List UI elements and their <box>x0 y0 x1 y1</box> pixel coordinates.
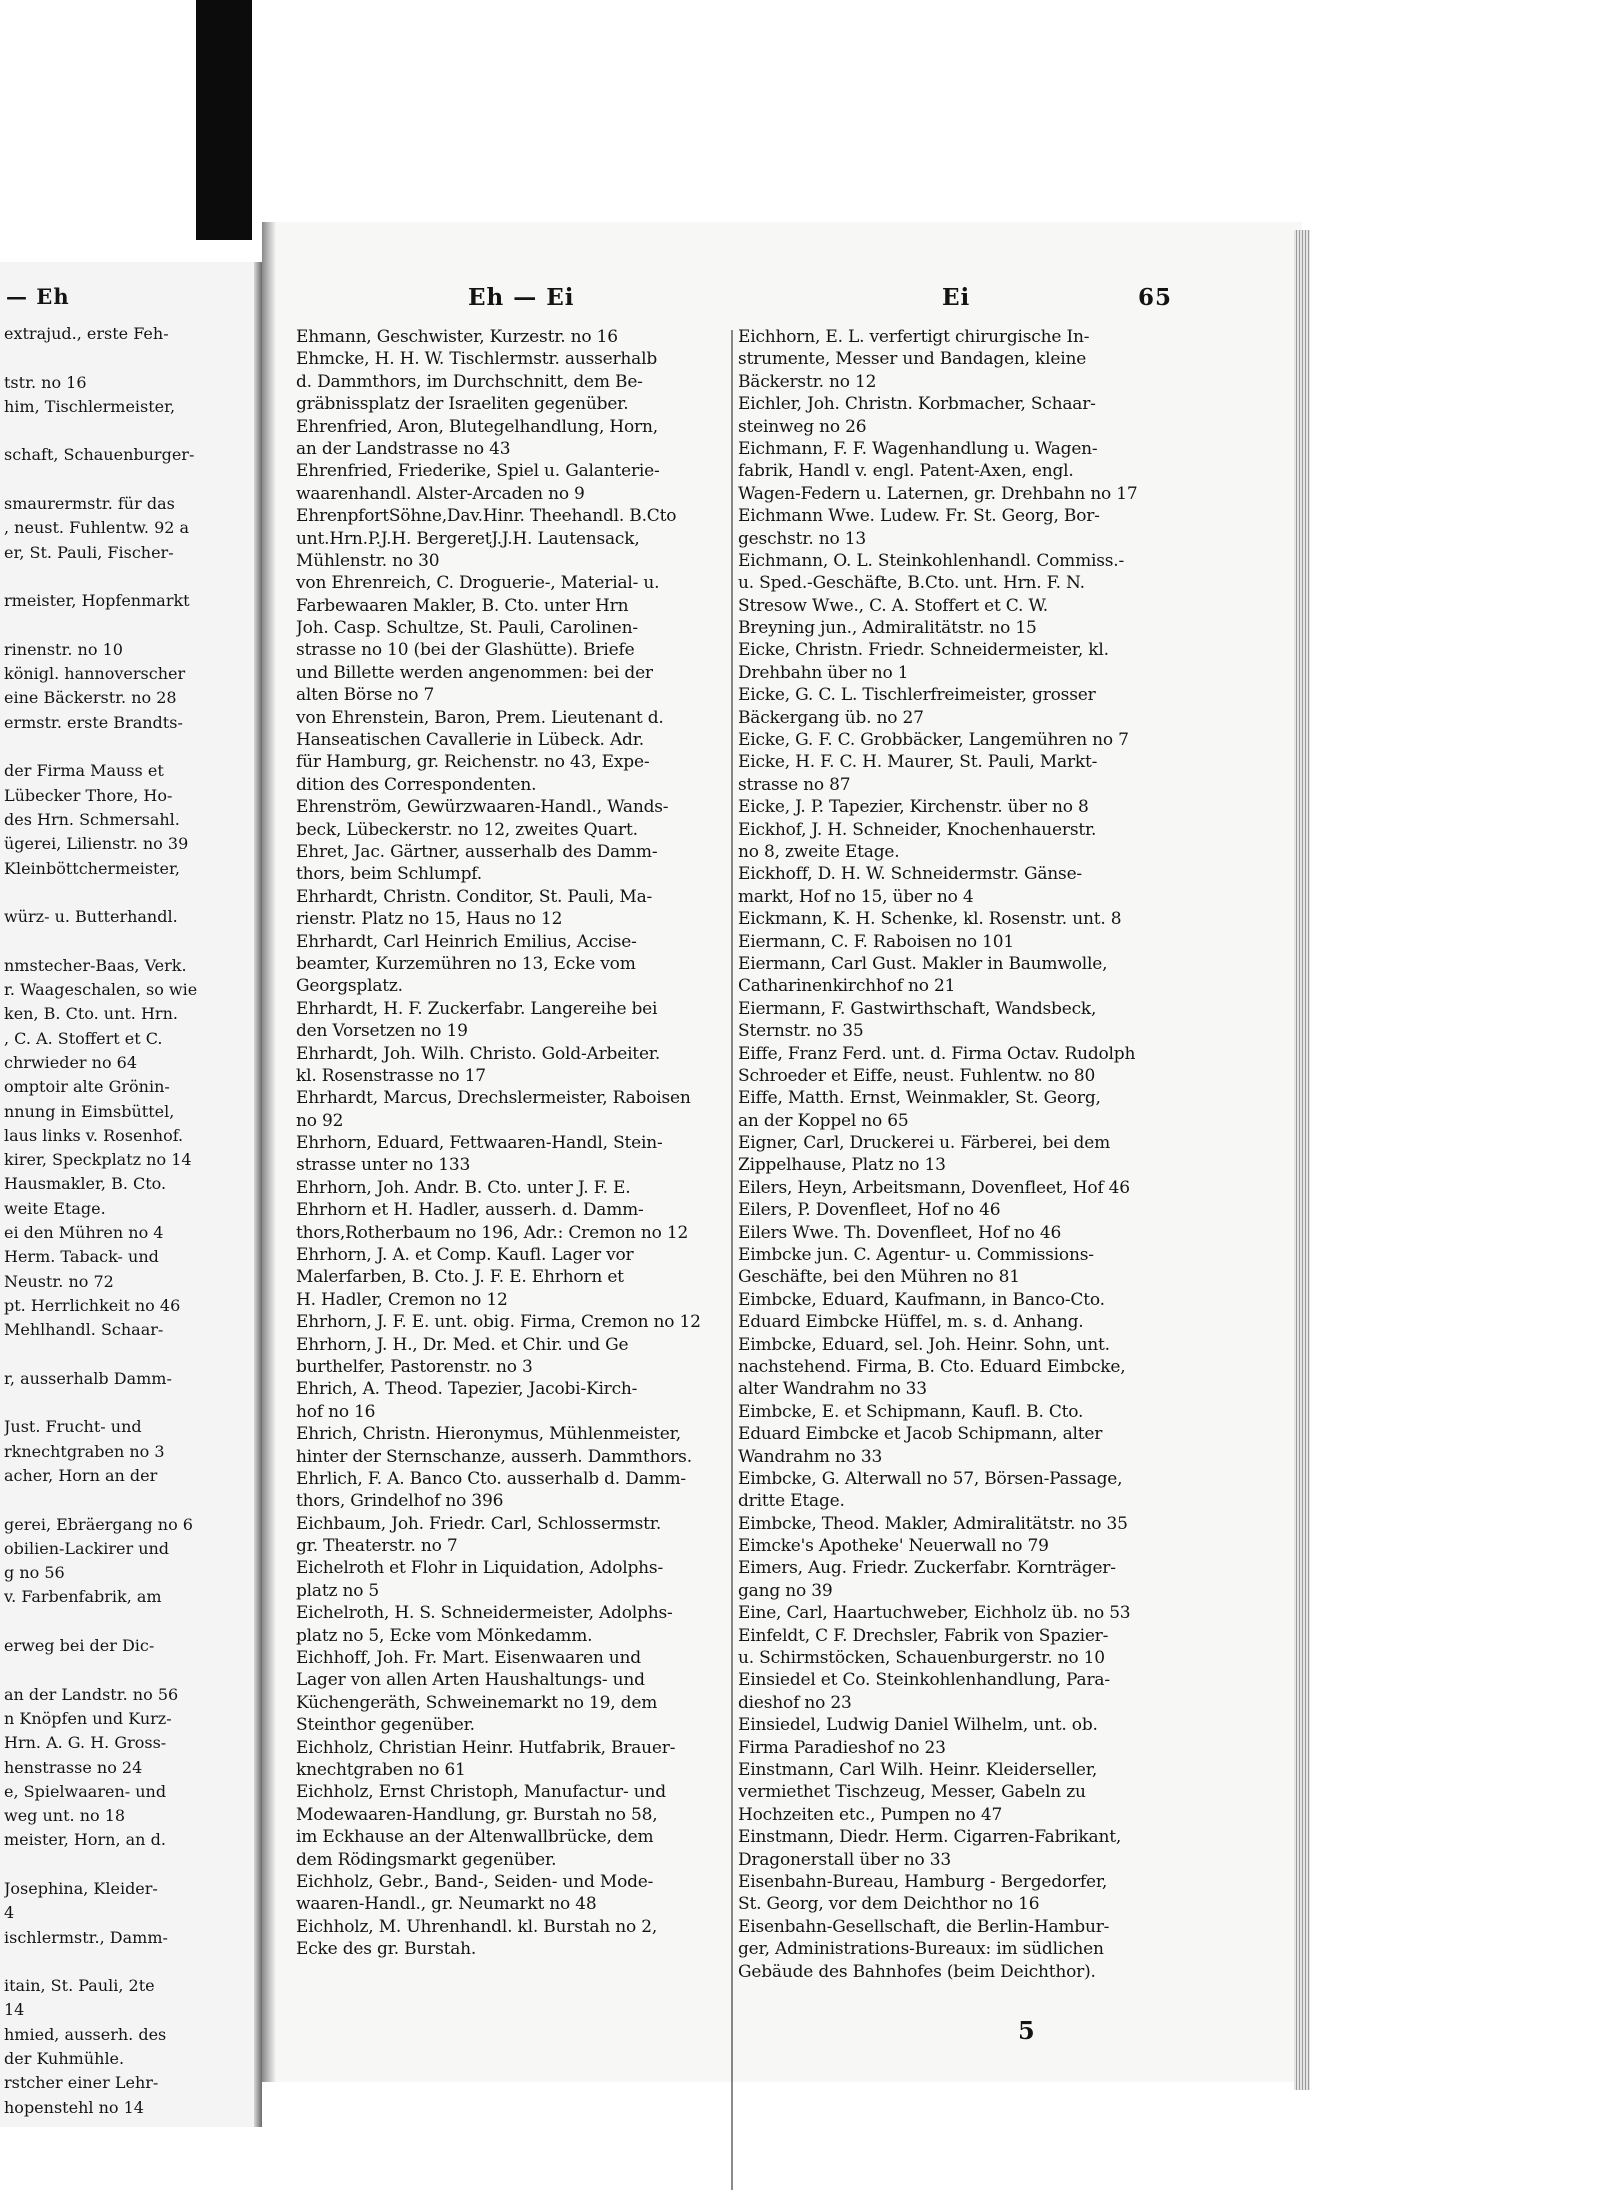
entry-line: Eimbcke, G. Alterwall no 57, Börsen-Passage, <box>738 1468 1123 1489</box>
entry-line: Ehrhorn et H. Hadler, ausserh. d. Damm- <box>296 1200 644 1221</box>
header-range: Eh — Ei <box>468 284 575 311</box>
entry-line: Drehbahn über no 1 <box>738 662 909 683</box>
entry-line: Malerfarben, B. Cto. J. F. E. Ehrhorn et <box>296 1267 624 1288</box>
entry-line: Küchengeräth, Schweinemarkt no 19, dem <box>296 1692 658 1713</box>
entry-line: extrajud., erste Feh- <box>4 324 169 343</box>
entry-line: gang no 39 <box>738 1580 833 1601</box>
entry-line: ügerei, Lilienstr. no 39 <box>4 834 189 854</box>
entry-line: hinter der Sternschanze, ausserh. Dammthors. <box>296 1446 692 1467</box>
entry-line: Ehrhardt, H. F. Zuckerfabr. Langereihe bei <box>296 998 658 1019</box>
entry-line: Gebäude des Bahnhofes (beim Deichthor). <box>738 1961 1096 1982</box>
entry-line <box>4 614 254 638</box>
entry-line: rstcher einer Lehr- <box>4 2073 159 2093</box>
entry-line: platz no 5, Ecke vom Mönkedamm. <box>296 1625 593 1646</box>
entry-line: Eine, Carl, Haartuchweber, Eichholz üb. no 53 <box>738 1603 1131 1624</box>
entry-line: Breyning jun., Admiralitätstr. no 15 <box>738 618 1037 639</box>
entry-line: an der Koppel no 65 <box>738 1110 909 1131</box>
entry-line: Ehrlich, F. A. Banco Cto. ausserhalb d. Damm- <box>296 1468 686 1489</box>
entry-line: Lager von allen Arten Haushaltungs- und <box>296 1670 645 1691</box>
left-page-header: — Eh <box>6 284 70 309</box>
entry-line: Wandrahm no 33 <box>738 1446 883 1467</box>
entry-line: rmeister, Hopfenmarkt <box>4 591 190 611</box>
entry-line: platz no 5 <box>296 1580 380 1601</box>
entry-line: burthelfer, Pastorenstr. no 3 <box>296 1356 533 1377</box>
entry-line: Ehrich, A. Theod. Tapezier, Jacobi-Kirch- <box>296 1379 638 1400</box>
header-letters: Ei <box>942 284 971 311</box>
entry-line: Eichmann, O. L. Steinkohlenhandl. Commiss.- <box>738 550 1125 571</box>
entry-line: weite Etage. <box>4 1198 106 1218</box>
running-header <box>0 284 1600 324</box>
entry-line: Eimbcke, Theod. Makler, Admiralitätstr. no 35 <box>738 1513 1128 1534</box>
entry-line: Ehrenfried, Aron, Blutegelhandlung, Horn, <box>296 416 658 437</box>
entry-line <box>4 1853 254 1877</box>
entry-line: Georgsplatz. <box>296 976 403 997</box>
entry-line: Ehrhardt, Marcus, Drechslermeister, Raboisen <box>296 1088 691 1109</box>
entry-line: r. Waageschalen, so wie <box>4 980 198 1000</box>
entry-line: Geschäfte, bei den Mühren no 81 <box>738 1267 1020 1288</box>
entry-line: Eimbcke, E. et Schipmann, Kaufl. B. Cto. <box>738 1401 1084 1422</box>
entry-line <box>4 468 254 492</box>
entry-line: Modewaaren-Handlung, gr. Burstah no 58, <box>296 1804 658 1825</box>
entry-line: eine Bäckerstr. no 28 <box>4 688 177 708</box>
entry-line: Eichelroth et Flohr in Liquidation, Adolphs- <box>296 1558 663 1579</box>
entry-line: kl. Rosenstrasse no 17 <box>296 1065 486 1086</box>
entry-line: Kleinböttchermeister, <box>4 858 180 878</box>
entry-line: Eichholz, M. Uhrenhandl. kl. Burstah no 2, <box>296 1916 658 1937</box>
entry-line: im Eckhause an der Altenwallbrücke, dem <box>296 1827 654 1848</box>
entry-line: ger, Administrations-Bureaux: im südlichen <box>738 1939 1104 1960</box>
entry-line: Hrn. A. G. H. Gross- <box>4 1733 167 1753</box>
entry-line: Ehrich, Christn. Hieronymus, Mühlenmeister, <box>296 1424 681 1445</box>
entry-line: Hanseatischen Cavallerie in Lübeck. Adr. <box>296 730 644 751</box>
entry-line: Eilers, P. Dovenfleet, Hof no 46 <box>738 1200 1001 1221</box>
entry-line: königl. hannoverscher <box>4 664 186 684</box>
entry-line: Eimers, Aug. Friedr. Zuckerfabr. Kornträger- <box>738 1558 1116 1579</box>
entry-line <box>4 1658 254 1682</box>
entry-line: Einsiedel et Co. Steinkohlenhandlung, Para- <box>738 1670 1110 1691</box>
entry-line: dieshof no 23 <box>738 1692 852 1713</box>
entry-line: rienstr. Platz no 15, Haus no 12 <box>296 909 563 930</box>
entry-line: strasse no 87 <box>738 774 851 795</box>
entry-line: Eilers Wwe. Th. Dovenfleet, Hof no 46 <box>738 1222 1062 1243</box>
entry-line: g no 56 <box>4 1563 65 1583</box>
entry-line: beck, Lübeckerstr. no 12, zweites Quart. <box>296 819 638 840</box>
entry-line: Catharinenkirchhof no 21 <box>738 976 956 997</box>
entry-line: beamter, Kurzemühren no 13, Ecke vom <box>296 953 636 974</box>
entry-line: , C. A. Stoffert et C. <box>4 1028 163 1048</box>
entry-line: Eichholz, Ernst Christoph, Manufactur- und <box>296 1782 666 1803</box>
entry-line: Eichmann, F. F. Wagenhandlung u. Wagen- <box>738 438 1098 459</box>
entry-line: Einfeldt, C F. Drechsler, Fabrik von Spazier- <box>738 1625 1109 1646</box>
entry-line <box>4 1391 254 1415</box>
entry-line: Ehrhorn, J. F. E. unt. obig. Firma, Cremon no 12 <box>296 1312 701 1333</box>
entry-line: Zippelhause, Platz no 13 <box>738 1155 946 1176</box>
entry-line: Eichholz, Gebr., Band-, Seiden- und Mode- <box>296 1871 654 1892</box>
entry-line: Eicke, H. F. C. H. Maurer, St. Pauli, Markt- <box>738 752 1098 773</box>
entry-line: thors, beim Schlumpf. <box>296 864 482 885</box>
entry-line: Dragonerstall über no 33 <box>738 1849 951 1870</box>
entry-line: strasse unter no 133 <box>296 1155 471 1176</box>
entry-line: Eichholz, Christian Heinr. Hutfabrik, Brauer- <box>296 1737 676 1758</box>
entry-line: fabrik, Handl v. engl. Patent-Axen, engl. <box>738 461 1074 482</box>
entry-line: geschstr. no 13 <box>738 528 866 549</box>
entry-line: Firma Paradieshof no 23 <box>738 1737 946 1758</box>
entry-line: des Hrn. Schmersahl. <box>4 809 180 829</box>
entry-line: Farbewaaren Makler, B. Cto. unter Hrn <box>296 595 629 616</box>
entry-line: erweg bei der Dic- <box>4 1636 155 1656</box>
entry-line: Eichelroth, H. S. Schneidermeister, Adolphs- <box>296 1603 673 1624</box>
entry-line: Ehrhorn, Eduard, Fettwaaren-Handl, Stein- <box>296 1133 663 1154</box>
entry-line: Eisenbahn-Gesellschaft, die Berlin-Hambur- <box>738 1916 1110 1937</box>
entry-line: unt.Hrn.P.J.H. BergeretJ.J.H. Lautensack, <box>296 528 640 549</box>
entry-line: Eicke, G. F. C. Grobbäcker, Langemühren no 7 <box>738 730 1129 751</box>
binding-strip <box>196 0 252 240</box>
entry-line: vermiethet Tischzeug, Messer, Gabeln zu <box>738 1782 1086 1803</box>
entry-line: würz- u. Butterhandl. <box>4 907 178 927</box>
entry-line: omptoir alte Grönin- <box>4 1077 170 1097</box>
entry-line: Eiermann, F. Gastwirthschaft, Wandsbeck, <box>738 998 1097 1019</box>
entry-line: Ecke des gr. Burstah. <box>296 1939 477 1960</box>
entry-line: Lübecker Thore, Ho- <box>4 785 173 805</box>
entry-line: e, Spielwaaren- und <box>4 1781 167 1801</box>
entry-line: Eicke, G. C. L. Tischlerfreimeister, grosser <box>738 685 1096 706</box>
entry-line: 14 <box>4 2000 25 2020</box>
entry-line: waaren-Handl., gr. Neumarkt no 48 <box>296 1894 597 1915</box>
entry-line: itain, St. Pauli, 2te <box>4 1976 155 1996</box>
entry-line: pt. Herrlichkeit no 46 <box>4 1295 181 1315</box>
gutter-shadow <box>254 262 262 2127</box>
entry-line: no 8, zweite Etage. <box>738 841 900 862</box>
entry-line: an der Landstr. no 56 <box>4 1684 179 1704</box>
entry-line: schaft, Schauenburger- <box>4 445 195 465</box>
entry-line: Mühlenstr. no 30 <box>296 550 440 571</box>
entry-line: strasse no 10 (bei der Glashütte). Briefe <box>296 640 635 661</box>
entry-line: Ehmcke, H. H. W. Tischlermstr. ausserhalb <box>296 349 658 370</box>
entry-line: Ehrhardt, Joh. Wilh. Christo. Gold-Arbeiter. <box>296 1043 661 1064</box>
entry-line: Einstmann, Diedr. Herm. Cigarren-Fabrikant, <box>738 1827 1122 1848</box>
entry-line <box>4 1950 254 1974</box>
entry-line: der Firma Mauss et <box>4 761 164 781</box>
entry-line: him, Tischlermeister, <box>4 396 176 416</box>
entry-line: Einstmann, Carl Wilh. Heinr. Kleiderseller, <box>738 1760 1098 1780</box>
entry-line: Ehret, Jac. Gärtner, ausserhalb des Damm- <box>296 841 658 862</box>
entry-line <box>4 881 254 905</box>
entry-line: Eilers, Heyn, Arbeitsmann, Dovenfleet, Hof 46 <box>738 1177 1130 1198</box>
entry-line: kirer, Speckplatz no 14 <box>4 1150 192 1170</box>
entry-line: Eisenbahn-Bureau, Hamburg - Bergedorfer, <box>738 1871 1108 1892</box>
entry-line: Eiffe, Franz Ferd. unt. d. Firma Octav. Rudolph <box>738 1043 1136 1064</box>
entry-line: Schroeder et Eiffe, neust. Fuhlentw. no 80 <box>738 1065 1096 1086</box>
entry-line: Joh. Casp. Schultze, St. Pauli, Carolinen- <box>296 618 638 639</box>
entry-line <box>4 419 254 443</box>
entry-line: acher, Horn an der <box>4 1465 158 1485</box>
entry-line: Eickmann, K. H. Schenke, kl. Rosenstr. unt. 8 <box>738 909 1122 930</box>
entry-line: nachstehend. Firma, B. Cto. Eduard Eimbcke, <box>738 1356 1126 1377</box>
entry-line: u. Schirmstöcken, Schauenburgerstr. no 10 <box>738 1648 1105 1669</box>
entry-line: Eichler, Joh. Christn. Korbmacher, Schaar- <box>738 394 1096 415</box>
entry-line: Ehrhorn, J. A. et Comp. Kaufl. Lager vor <box>296 1245 634 1266</box>
entry-line: für Hamburg, gr. Reichenstr. no 43, Expe- <box>296 752 650 773</box>
entry-line: ischlermstr., Damm- <box>4 1927 168 1947</box>
entry-line: Eichmann Wwe. Ludew. Fr. St. Georg, Bor- <box>738 506 1100 527</box>
page-edge <box>1294 230 1310 2090</box>
column-rule <box>731 330 733 2190</box>
signature-mark: 5 <box>1018 2016 1035 2045</box>
entry-line: Ehrhardt, Carl Heinrich Emilius, Accise- <box>296 931 637 952</box>
entry-line: Ehrhorn, Joh. Andr. B. Cto. unter J. F. E. <box>296 1177 631 1198</box>
entry-line: Einsiedel, Ludwig Daniel Wilhelm, unt. ob. <box>738 1715 1098 1736</box>
entry-line: Just. Frucht- und <box>4 1417 142 1437</box>
entry-line: Wagen-Federn u. Laternen, gr. Drehbahn no 17 <box>738 483 1138 504</box>
entry-line: Ehrhorn, J. H., Dr. Med. et Chir. und Ge <box>296 1334 629 1355</box>
entry-line: Eimbcke jun. C. Agentur- u. Commissions- <box>738 1245 1094 1266</box>
entry-line: rinenstr. no 10 <box>4 639 123 659</box>
left-page <box>0 262 262 2127</box>
entry-line: hof no 16 <box>296 1401 376 1422</box>
entry-line: ken, B. Cto. unt. Hrn. <box>4 1004 178 1024</box>
entry-line: obilien-Lackirer und <box>4 1538 170 1558</box>
entry-line: Sternstr. no 35 <box>738 1021 864 1042</box>
entry-line: Eickhoff, D. H. W. Schneidermstr. Gänse- <box>738 864 1082 885</box>
entry-line: chrwieder no 64 <box>4 1052 138 1072</box>
entry-line: thors, Grindelhof no 396 <box>296 1491 504 1512</box>
entry-line: Eichhorn, E. L. verfertigt chirurgische In- <box>738 327 1090 347</box>
entry-line: Eimcke's Apotheke' Neuerwall no 79 <box>738 1536 1049 1557</box>
entry-line: von Ehrenreich, C. Droguerie-, Material- u. <box>296 573 660 594</box>
entry-line: dem Rödingsmarkt gegenüber. <box>296 1849 557 1870</box>
entry-line: Ehrenström, Gewürzwaaren-Handl., Wands- <box>296 797 669 818</box>
entry-line: no 92 <box>296 1110 344 1131</box>
entry-line: Eichbaum, Joh. Friedr. Carl, Schlossermstr. <box>296 1513 662 1534</box>
entry-line: Josephina, Kleider- <box>4 1879 158 1898</box>
entry-line: alten Börse no 7 <box>296 685 435 706</box>
entry-line: v. Farbenfabrik, am <box>4 1587 162 1607</box>
entry-line <box>4 565 254 589</box>
entry-line: Hausmakler, B. Cto. <box>4 1174 167 1194</box>
entry-line: Eiermann, Carl Gust. Makler in Baumwolle, <box>738 953 1108 974</box>
entry-line: markt, Hof no 15, über no 4 <box>738 886 974 907</box>
entry-line: d. Dammthors, im Durchschnitt, dem Be- <box>296 371 643 392</box>
entry-line: thors,Rotherbaum no 196, Adr.: Cremon no 12 <box>296 1222 689 1243</box>
entry-line: gr. Theaterstr. no 7 <box>296 1536 458 1557</box>
left-page-column <box>4 322 254 2120</box>
entry-line: n Knöpfen und Kurz- <box>4 1708 172 1728</box>
entry-line: er, St. Pauli, Fischer- <box>4 542 174 562</box>
entry-line: r, ausserhalb Damm- <box>4 1368 172 1388</box>
entry-line: Eimbcke, Eduard, Kaufmann, in Banco-Cto. <box>738 1289 1105 1310</box>
entry-line: und Billette werden angenommen: bei der <box>296 662 653 683</box>
entry-line: Eimbcke, Eduard, sel. Joh. Heinr. Sohn, unt. <box>738 1334 1110 1355</box>
entry-line: knechtgraben no 61 <box>296 1760 466 1780</box>
entry-line: Hochzeiten etc., Pumpen no 47 <box>738 1804 1003 1825</box>
entry-line <box>4 1342 254 1366</box>
entry-line: steinweg no 26 <box>738 416 867 437</box>
entry-column-left <box>296 326 734 1961</box>
entry-line <box>4 1488 254 1512</box>
entry-line: Eicke, J. P. Tapezier, Kirchenstr. über no 8 <box>738 797 1089 818</box>
entry-line: Eiermann, C. F. Raboisen no 101 <box>738 931 1015 952</box>
entry-line: Eigner, Carl, Druckerei u. Färberei, bei dem <box>738 1133 1111 1154</box>
entry-line: H. Hadler, Cremon no 12 <box>296 1289 508 1310</box>
entry-line: Herm. Taback- und <box>4 1247 159 1267</box>
entry-line: Eduard Eimbcke et Jacob Schipmann, alter <box>738 1424 1103 1445</box>
entry-line: Eduard Eimbcke Hüffel, m. s. d. Anhang. <box>738 1312 1084 1333</box>
entry-line: Stresow Wwe., C. A. Stoffert et C. W. <box>738 595 1048 616</box>
entry-line: der Kuhmühle. <box>4 2049 125 2069</box>
entry-line: gräbnissplatz der Israeliten gegenüber. <box>296 394 629 415</box>
entry-line: dition des Correspondenten. <box>296 774 537 795</box>
entry-line: Ehmann, Geschwister, Kurzestr. no 16 <box>296 327 618 347</box>
entry-line: Mehlhandl. Schaar- <box>4 1320 164 1340</box>
entry-line: rknechtgraben no 3 <box>4 1441 165 1461</box>
entry-line <box>4 735 254 759</box>
entry-line: Ehrhardt, Christn. Conditor, St. Pauli, Ma- <box>296 886 653 907</box>
entry-line: 4 <box>4 1903 15 1923</box>
entry-line: nnung in Eimsbüttel, <box>4 1101 175 1121</box>
entry-line: strumente, Messer und Bandagen, kleine <box>738 349 1087 370</box>
page-fold-shadow <box>262 222 276 2082</box>
entry-line: Eickhof, J. H. Schneider, Knochenhauerstr. <box>738 819 1097 840</box>
entry-line: Ehrenfried, Friederike, Spiel u. Galanterie- <box>296 461 660 482</box>
entry-line: hmied, ausserh. des <box>4 2024 167 2044</box>
entry-line: tstr. no 16 <box>4 372 87 392</box>
entry-line: waarenhandl. Alster-Arcaden no 9 <box>296 483 585 504</box>
entry-line: ei den Mühren no 4 <box>4 1222 164 1242</box>
entry-line: Eiffe, Matth. Ernst, Weinmakler, St. Georg, <box>738 1088 1101 1109</box>
entry-line: Bäckergang üb. no 27 <box>738 707 924 728</box>
entry-line: laus links v. Rosenhof. <box>4 1125 184 1145</box>
entry-line: Steinthor gegenüber. <box>296 1715 475 1736</box>
entry-line: gerei, Ebräergang no 6 <box>4 1514 193 1534</box>
entry-line: Neustr. no 72 <box>4 1271 114 1291</box>
entry-line: Eichhoff, Joh. Fr. Mart. Eisenwaaren und <box>296 1648 641 1669</box>
entry-line <box>4 346 254 370</box>
entry-line: alter Wandrahm no 33 <box>738 1379 927 1400</box>
entry-line <box>4 929 254 953</box>
entry-line: weg unt. no 18 <box>4 1806 126 1826</box>
entry-line: an der Landstrasse no 43 <box>296 438 511 459</box>
entry-column-right <box>738 326 1170 1983</box>
entry-line: hopenstehl no 14 <box>4 2097 144 2117</box>
entry-line: dritte Etage. <box>738 1491 845 1512</box>
page-number: 65 <box>1138 284 1173 311</box>
entry-line: St. Georg, vor dem Deichthor no 16 <box>738 1894 1040 1915</box>
entry-line: u. Sped.-Geschäfte, B.Cto. unt. Hrn. F. N. <box>738 573 1085 594</box>
entry-line: Eicke, Christn. Friedr. Schneidermeister, kl. <box>738 640 1109 661</box>
entry-line: , neust. Fuhlentw. 92 a <box>4 518 190 538</box>
entry-line: smaurermstr. für das <box>4 494 175 514</box>
entry-line: Bäckerstr. no 12 <box>738 371 877 392</box>
entry-line: henstrasse no 24 <box>4 1757 143 1777</box>
entry-line <box>4 1610 254 1634</box>
entry-line: meister, Horn, an d. <box>4 1830 166 1850</box>
entry-line: EhrenpfortSöhne,Dav.Hinr. Theehandl. B.Cto <box>296 506 677 527</box>
entry-line: ermstr. erste Brandts- <box>4 712 183 732</box>
entry-line: von Ehrenstein, Baron, Prem. Lieutenant d. <box>296 707 664 728</box>
entry-line: nmstecher-Baas, Verk. <box>4 955 187 975</box>
entry-line: den Vorsetzen no 19 <box>296 1021 468 1042</box>
